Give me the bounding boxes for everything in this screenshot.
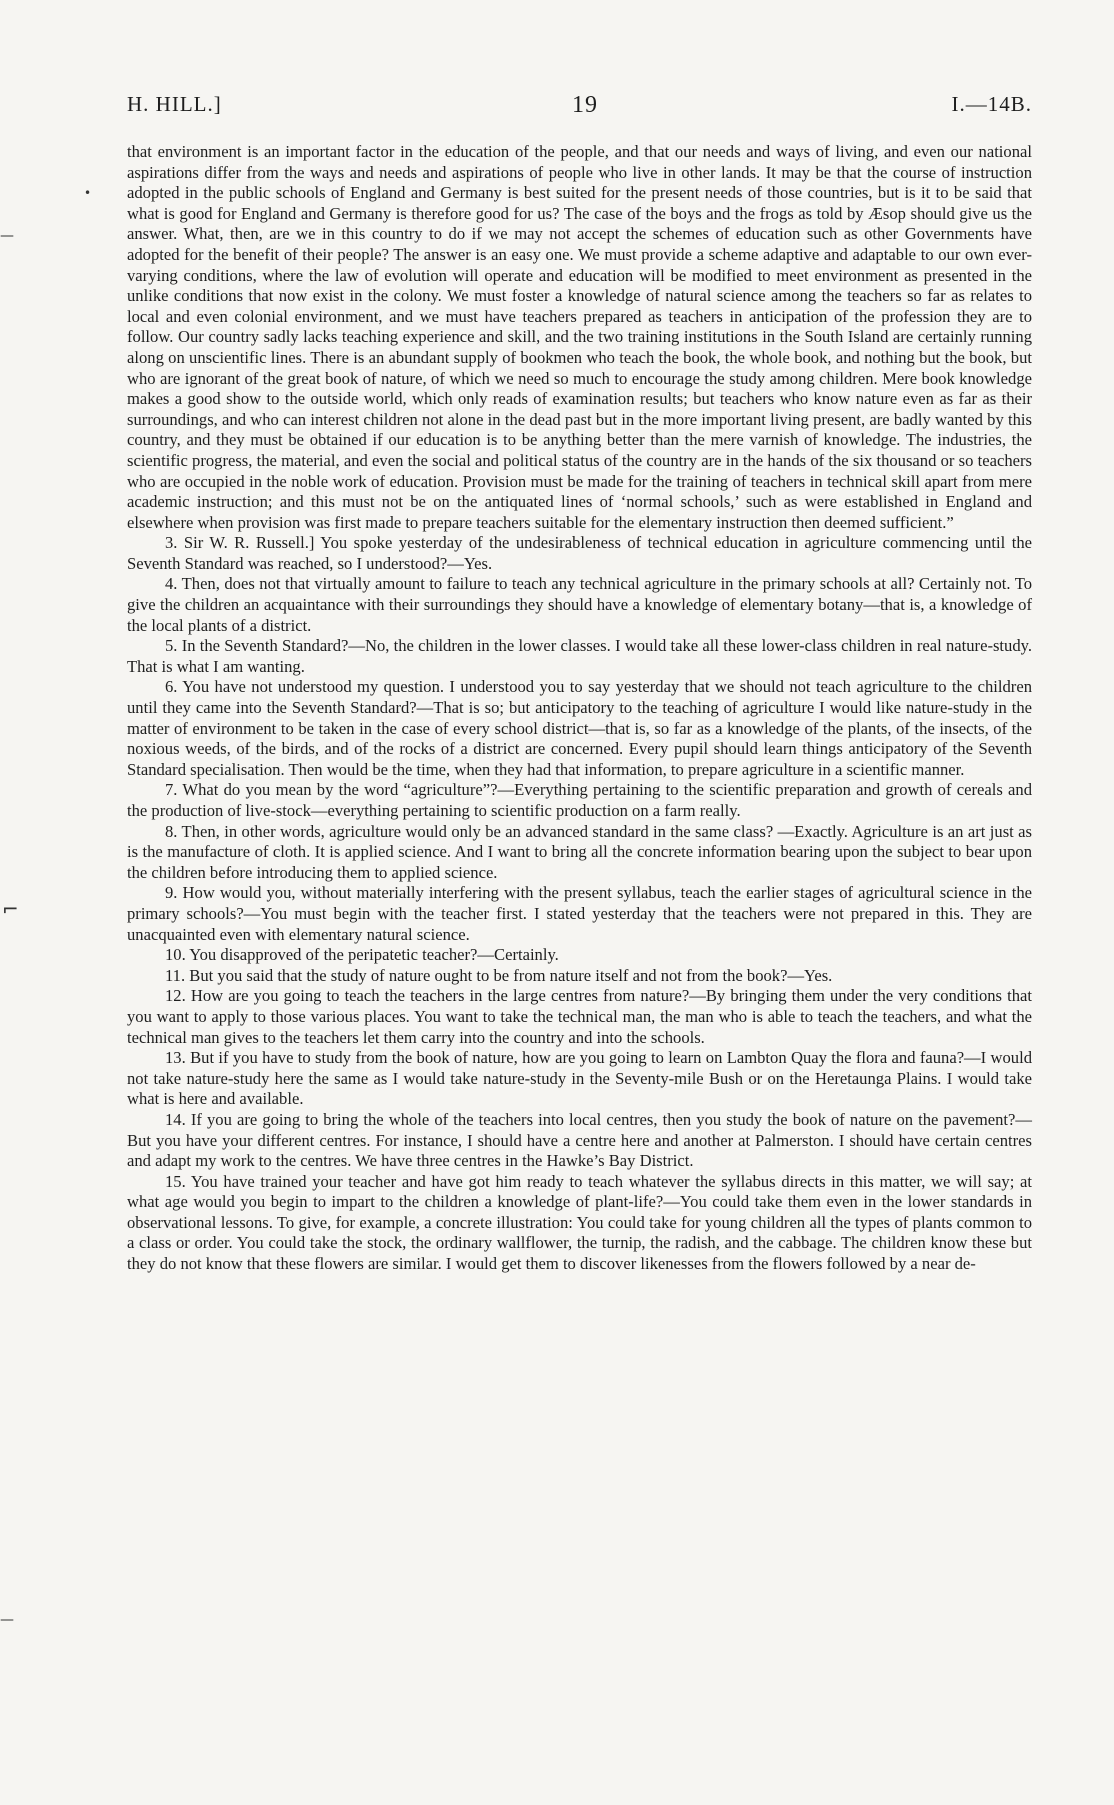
header-witness-name: H. HILL.] — [127, 92, 222, 116]
margin-dash-lower: — — [0, 1612, 14, 1628]
question-5: 5. In the Seventh Standard?—No, the children in the lower classes. I would take all these lower-class children in real nature-study. That is what I am wanting. — [127, 636, 1032, 676]
page-number: 19 — [572, 92, 598, 118]
question-9: 9. How would you, without materially interfering with the present syllabus, teach the earlier stages of agricultural science in the primary schools?—You must begin with the teacher first. I stated yesterday that the teachers were not prepared in this. They are unacquainted even with elementary natural science. — [127, 883, 1032, 944]
question-6: 6. You have not understood my question. I understood you to say yesterday that we should not teach agriculture to the children until they came into the Seventh Standard?—That is so; but anticipatory to the teaching of agriculture I would like nature-study in the matter of environment to be taken in the case of every school district—that is, so far as a knowledge of the plants, of the insects, of the noxious weeds, of the birds, and of the rocks of a district are concerned. Every pupil should learn things anticipatory of the Seventh Standard specialisation. Then would be the time, when they had that information, to prepare agriculture in a scientific manner. — [127, 677, 1032, 779]
document-body — [127, 142, 1032, 1275]
question-3: 3. Sir W. R. Russell.] You spoke yesterday of the undesirableness of technical education in agriculture commencing until the Seventh Standard was reached, so I understood?—Yes. — [127, 533, 1032, 573]
question-15: 15. You have trained your teacher and have got him ready to teach whatever the syllabus directs in this matter, we will say; at what age would you begin to impart to the children a knowledge of plant-life?—You could take them even in the lower standards in observational lessons. To give, for example, a concrete illustration: You could take for young children all the types of plants common to a class or order. You could take the stock, the ordinary wallflower, the turnip, the radish, and the cabbage. The children know these but they do not know that these flowers are similar. I would get them to discover likenesses from the flowers followed by a near de- — [127, 1171, 1032, 1274]
question-10: 10. You disapproved of the peripatetic teacher?—Certainly. — [165, 945, 559, 965]
quoted-paragraph: that environment is an important factor in the education of the people, and that our needs and ways of living, and even our national aspirations differ from the ways and needs and aspirations of people who live in other lands. It may be that the course of instruction adopted in the public schools of England and Germany is best suited for the present needs of those countries, but is it to be said that what is good for England and Germany is therefore good for us? The case of the boys and the frogs as told by Æsop should give us the answer. What, then, are we in this country to do if we may not accept the schemes of education such as other Governments have adopted for the benefit of their people? The answer is an easy one. We must provide a scheme adaptive and adaptable to our own ever-varying conditions, where the law of evolution will operate and education will be modified to meet environment as presented in the unlike conditions that now exist in the colony. We must foster a knowledge of natural science among the teachers so far as relates to local and even colonial environment, and we must have teachers prepared as teachers in anticipation of the profession they are to follow. Our country sadly lacks teaching experience and skill, and the two training institutions in the South Island are certainly running along on unscientific lines. There is an abundant supply of bookmen who teach the book, the whole book, and nothing but the book, but who are ignorant of the great book of nature, of which we need so much to encourage the study among children. Mere book knowledge makes a good show to the outside world, which only reads of examination results; but teachers who know nature even as far as their surroundings, and who can interest children not alone in the dead past but in the more important living present, are badly wanted by this country, and they must be obtained if our education is to be anything better than the mere varnish of knowledge. The industries, the scientific progress, the material, and even the social and political status of the country are in the hands of the six thousand or so teachers who are occupied in the noble work of education. Provision must be made for the training of teachers in technical skill apart from mere academic instruction; and this must not be on the antiquated lines of ‘normal schools,’ such as were established in England and elsewhere when provision was first made to prepare teachers suitable for the elementary instruction then deemed sufficient.” — [127, 142, 1032, 532]
page-header — [127, 92, 1032, 122]
document-reference: I.—14B. — [951, 92, 1032, 116]
margin-bracket-mark: ⌐ — [2, 897, 19, 921]
question-11: 11. But you said that the study of nature ought to be from nature itself and not from the book?—Yes. — [165, 965, 833, 985]
question-13: 13. But if you have to study from the book of nature, how are you going to learn on Lambton Quay the flora and fauna?—I would not take nature-study here the same as I would take nature-study in the Seventy-mile Bush or on the Heretaunga Plains. I would take what is here and available. — [127, 1048, 1032, 1109]
question-7: 7. What do you mean by the word “agriculture”?—Everything pertaining to the scientific preparation and growth of cereals and the production of live-stock—everything pertaining to scientific production on a farm really. — [127, 780, 1032, 820]
question-4: 4. Then, does not that virtually amount to failure to teach any technical agriculture in the primary schools at all? Certainly not. To give the children an acquaintance with their surroundings they should have a knowledge of elementary botany—that is, a knowledge of the local plants of a district. — [127, 574, 1032, 635]
question-14: 14. If you are going to bring the whole of the teachers into local centres, then you study the book of nature on the pavement?—But you have your different centres. For instance, I should have a centre here and another at Palmerston. I should have certain centres and adapt my work to the centres. We have three centres in the Hawke’s Bay District. — [127, 1109, 1032, 1171]
question-8: 8. Then, in other words, agriculture would only be an advanced standard in the same class? —Exactly. Agriculture is an art just as is the manufacture of cloth. It is applied science. And I want to bring all the concrete information bearing upon the subject to bear upon the children before introducing them to applied science. — [127, 821, 1032, 882]
margin-dot: • — [84, 186, 92, 200]
question-12: 12. How are you going to teach the teachers in the large centres from nature?—By bringing them under the very conditions that you want to apply to those various places. You want to take the technical man, the man who is able to teach the teachers, and what the technical man gives to the teachers let them carry into the country and into the schools. — [127, 986, 1032, 1047]
margin-dash: — — [0, 228, 14, 244]
